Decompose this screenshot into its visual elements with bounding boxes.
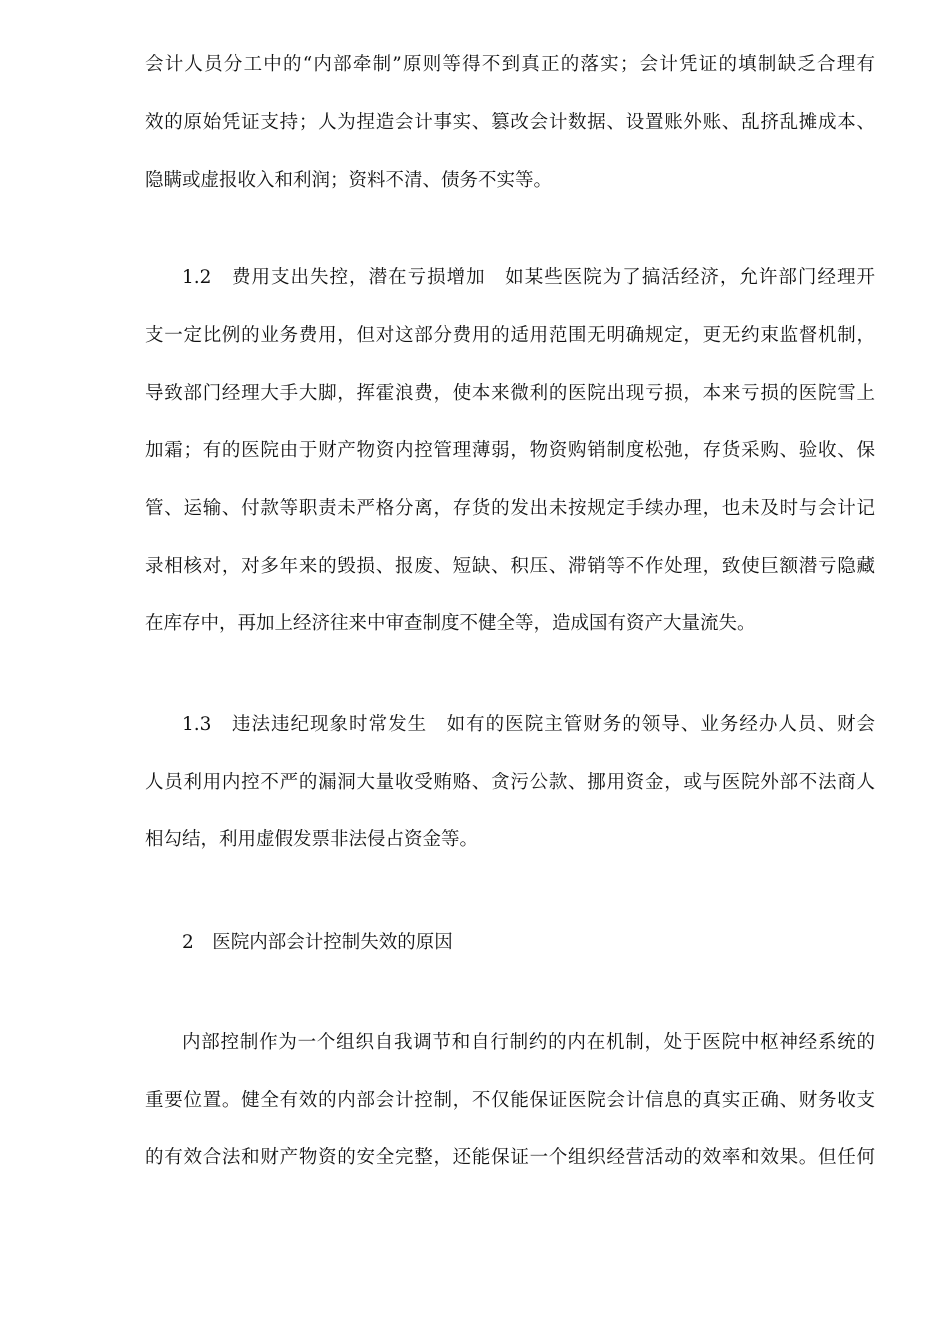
paragraph-line: 会计人员分工中的“内部牵制”原则等得不到真正的落实；会计凭证的填制缺乏合理有 — [145, 54, 875, 75]
paragraph-line: 录相核对，对多年来的毁损、报废、短缺、积压、滞销等不作处理，致使巨额潜亏隐藏 — [145, 556, 875, 577]
paragraph-line: 导致部门经理大手大脚，挥霍浪费，使本来微利的医院出现亏损，本来亏损的医院雪上 — [145, 383, 875, 404]
section-heading-line: 1.3 违法违纪现象时常发生 如有的医院主管财务的领导、业务经办人员、财会 — [182, 714, 875, 735]
paragraph-line: 管、运输、付款等职责未严格分离，存货的发出未按规定手续办理，也未及时与会计记 — [145, 498, 875, 519]
paragraph-line: 支一定比例的业务费用，但对这部分费用的适用范围无明确规定，更无约束监督机制， — [145, 325, 875, 346]
paragraph-line: 隐瞒或虚报收入和利润；资料不清、债务不实等。 — [145, 170, 553, 191]
section-heading-line: 1.2 费用支出失控，潜在亏损增加 如某些医院为了搞活经济，允许部门经理开 — [182, 267, 875, 288]
paragraph-line: 人员利用内控不严的漏洞大量收受贿赂、贪污公款、挪用资金，或与医院外部不法商人 — [145, 772, 875, 793]
paragraph-line: 效的原始凭证支持；人为捏造会计事实、篡改会计数据、设置账外账、乱挤乱摊成本、 — [145, 112, 875, 133]
paragraph-line: 相勾结，利用虚假发票非法侵占资金等。 — [145, 829, 479, 850]
paragraph-line: 内部控制作为一个组织自我调节和自行制约的内在机制，处于医院中枢神经系统的 — [182, 1032, 875, 1053]
paragraph-line: 在库存中，再加上经济往来中审查制度不健全等，造成国有资产大量流失。 — [145, 613, 756, 634]
paragraph-line: 重要位置。健全有效的内部会计控制，不仅能保证医院会计信息的真实正确、财务收支 — [145, 1090, 875, 1111]
paragraph-line: 加霜；有的医院由于财产物资内控管理薄弱，物资购销制度松弛，存货采购、验收、保 — [145, 440, 875, 461]
section-heading: 2 医院内部会计控制失效的原因 — [182, 932, 453, 953]
paragraph-line: 的有效合法和财产物资的安全完整，还能保证一个组织经营活动的效率和效果。但任何 — [145, 1147, 875, 1168]
